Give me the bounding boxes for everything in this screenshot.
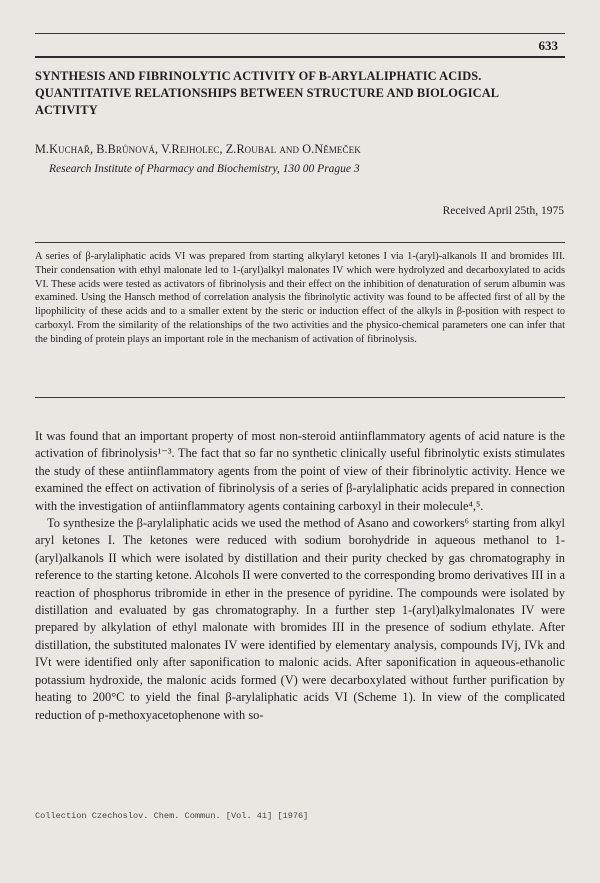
footer-citation: Collection Czechoslov. Chem. Commun. [Vol. 41] [1976] — [35, 811, 309, 821]
affiliation: Research Institute of Pharmacy and Biochemistry, 130 00 Prague 3 — [49, 163, 360, 175]
body-paragraph-2: To synthesize the β-arylaliphatic acids we used the method of Asano and coworkers⁶ starting from alkyl aryl ketones I. The ketones were reduced with sodium borohydride in aqueous methanol to 1-(aryl)alkanols II which were isolated by distillation and their purity checked by gas chromatography in reference to the starting ketone. Alcohols II were converted to the corresponding bromo derivatives III in a reaction of phosphorus tribromide in ether in the presence of pyridine. The compounds were isolated by distillation and evaluated by gas chromatography. In a further step 1-(aryl)alkylmalonates IV were prepared by alkylation of ethyl malonate with bromides III in the presence of sodium ethylate. After distillation, the substituted malonates IV were identified by elementary analysis, compounds IVj, IVk and IVt were identified only after saponification to malonic acids. After saponification in aqueous-ethanolic potassium hydroxide, the malonic acids formed (V) were decarboxylated without further purification by heating to 200°C to yield the final β-arylaliphatic acids VI (Scheme 1). In view of the complicated reduction of p-methoxyacetophenone with so- — [35, 516, 565, 722]
author-list: M.Kuchař, B.Brůnová, V.Rejholec, Z.Roubal and O.Němeček — [35, 142, 361, 156]
body-paragraph-1: It was found that an important property of most non-steroid antiinflammatory agents of acid nature is the activation of fibrinolysis¹⁻³. The fact that so far no synthetic clinically useful fibrinolytic exists stimulates the study of these antiinflammatory agents from the point of view of their fibrinolytic activity. Hence we examined the effect on activation of fibrinolysis of a series of β-arylaliphatic acids prepared in connection with the investigation of antiinflammatory agents containing carboxyl in their molecule⁴,⁵. — [35, 429, 565, 513]
abstract-bottom-rule — [35, 397, 565, 398]
article-title: SYNTHESIS AND FIBRINOLYTIC ACTIVITY OF Β-ARYLALIPHATIC ACIDS. QUANTITATIVE RELATIONSHIPS BETWEEN STRUCTURE AND BIOLOGICAL ACTIVITY — [35, 69, 499, 117]
abstract-text: A series of β-arylaliphatic acids VI was prepared from starting alkylaryl ketones I via 1-(aryl)-alkanols II and bromides III. Their condensation with ethyl malonate led to 1-(aryl)alkyl malonates IV which were hydrolyzed and decarboxylated to acids VI. These acids were tested as activators of fibrinolysis and their effect on the inhibition of denaturation of serum albumin was examined. Using the Hansch method of correlation analysis the fibrinolytic activity was found to be affected first of all by the lipophilicity of these acids and to a smaller extent by the steric or induction effect of the alkyls in β-position with respect to carboxyl. From the similarity of the relationships of the two activities and the physico-chemical parameters one can infer that the binding of protein plays an important role in the mechanism of activation of fibrinolysis. — [35, 251, 565, 345]
top-rule — [35, 33, 565, 34]
abstract — [35, 250, 565, 347]
body-text — [35, 428, 565, 724]
page-number: 633 — [538, 38, 558, 53]
received-date: Received April 25th, 1975 — [442, 205, 564, 217]
header-rule — [35, 56, 565, 58]
abstract-top-rule — [35, 242, 565, 243]
